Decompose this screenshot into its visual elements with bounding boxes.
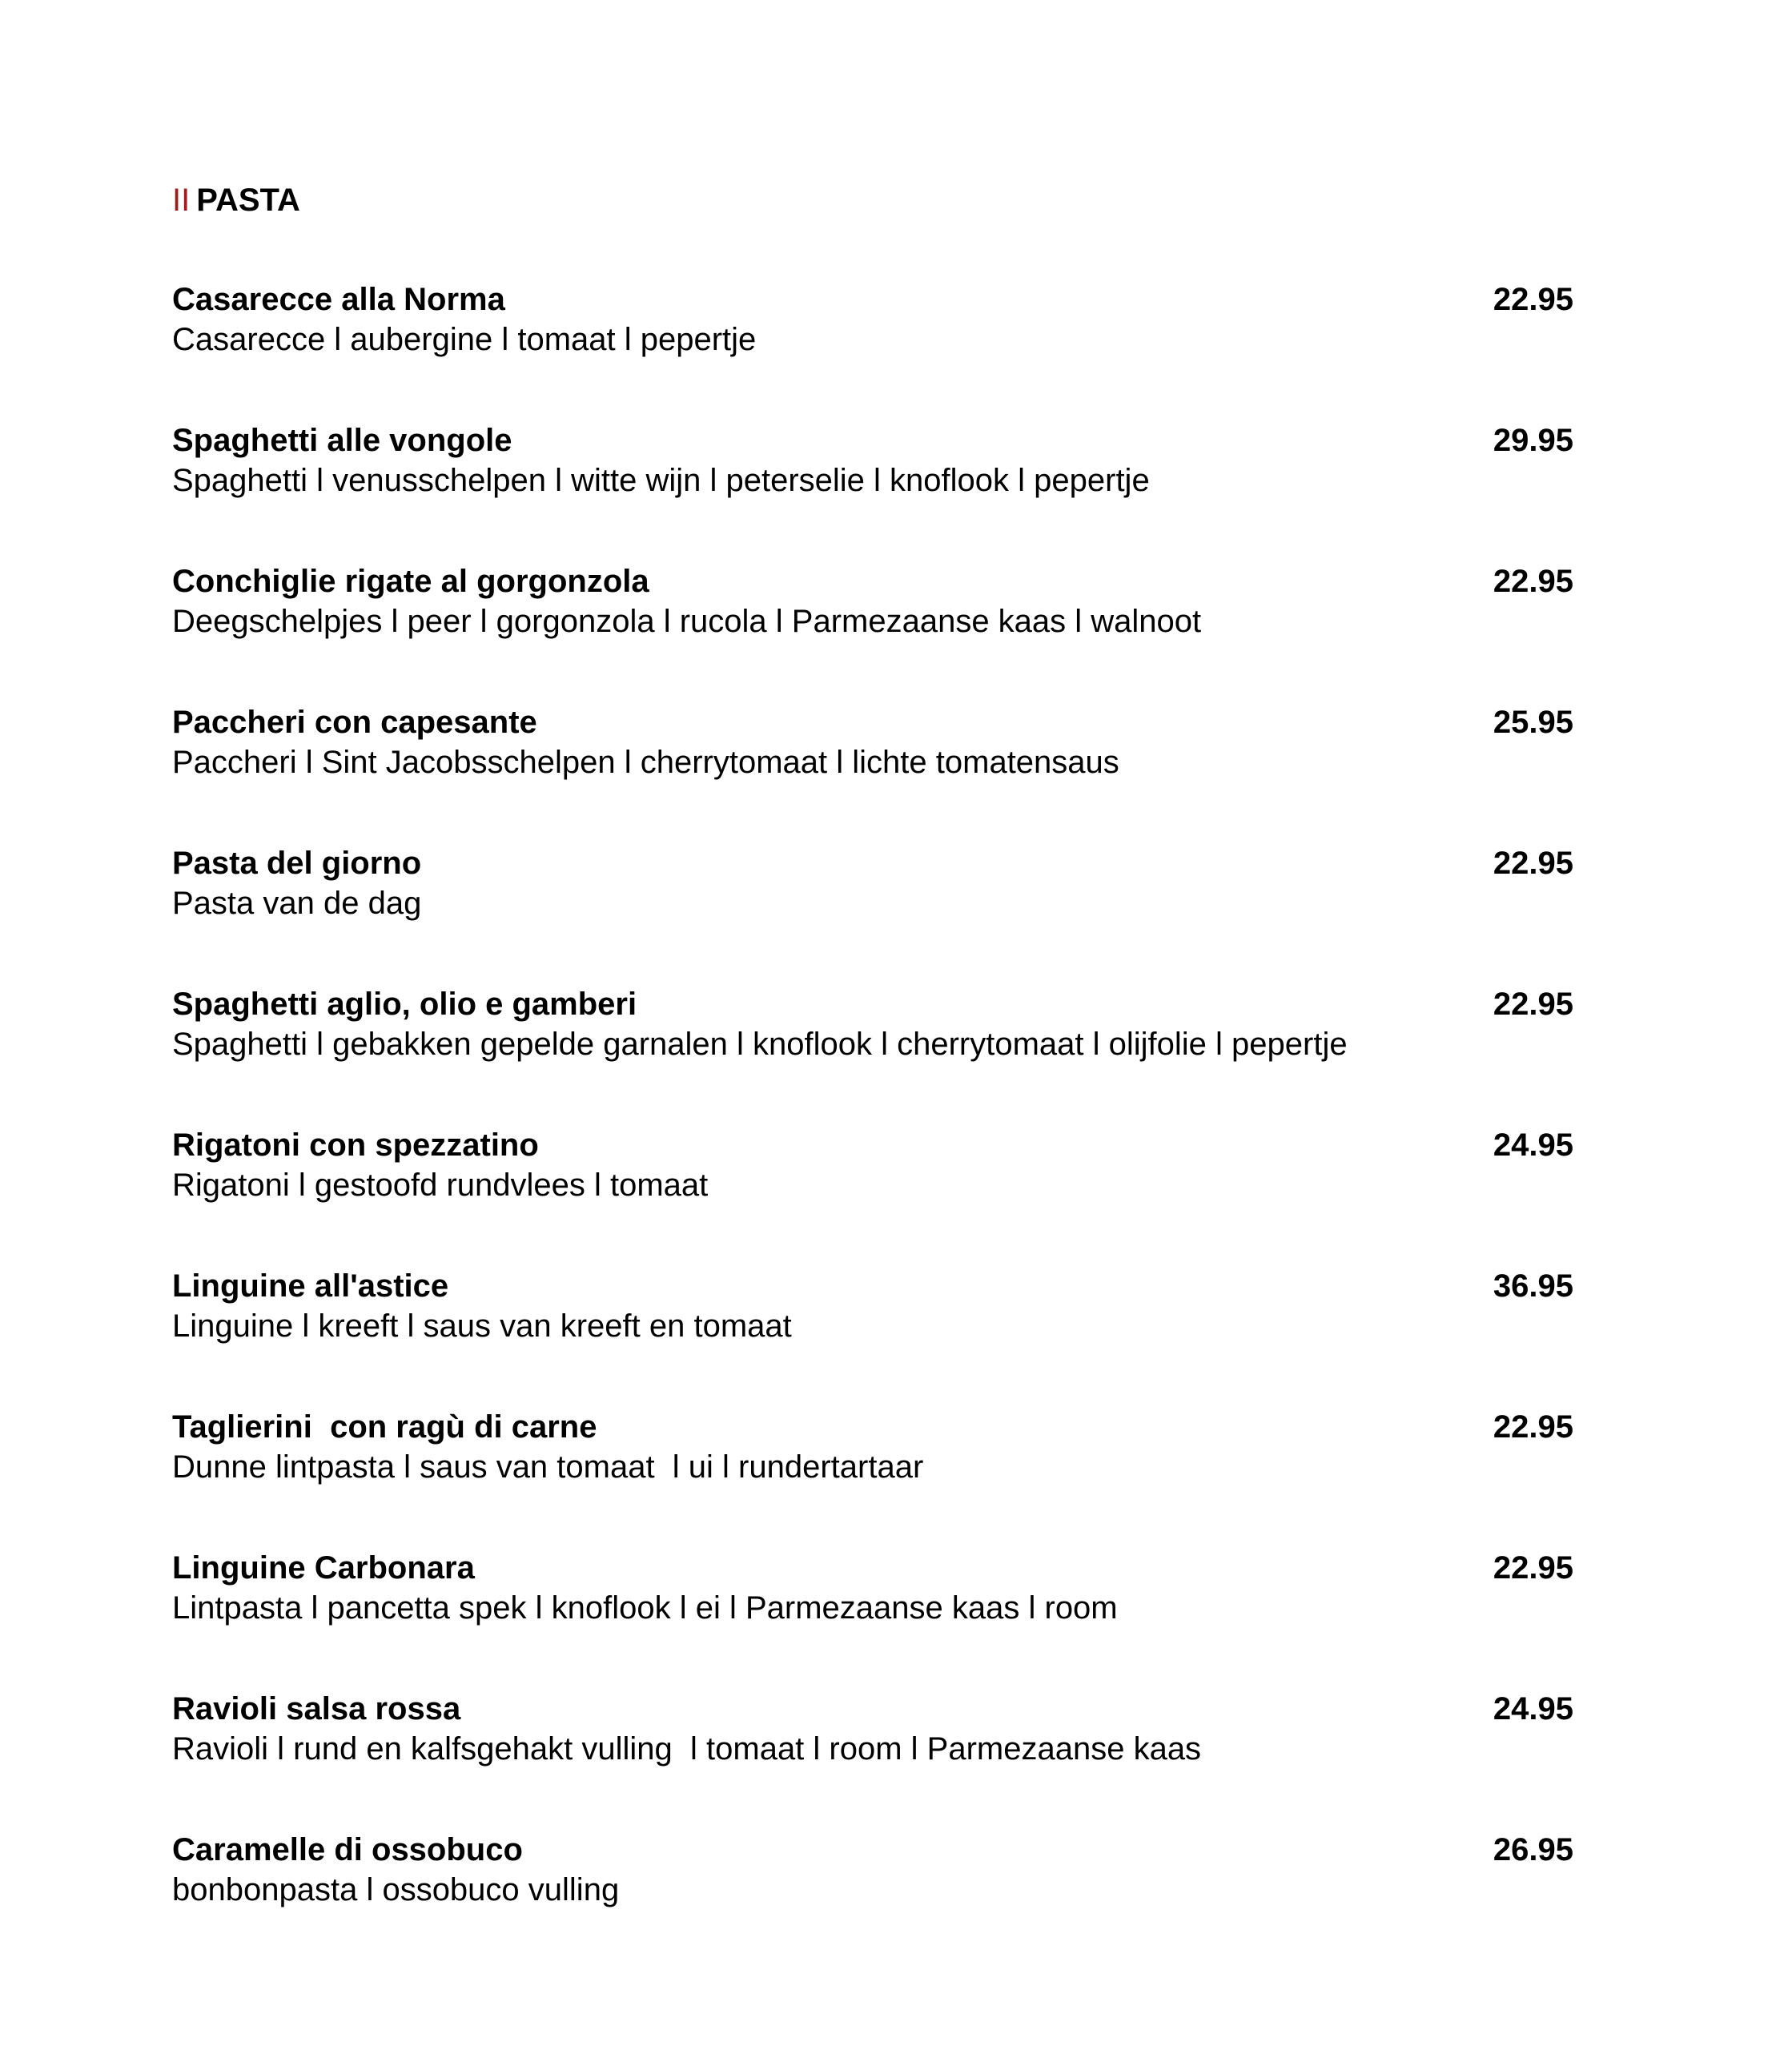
item-name: Paccheri con capesante [172,705,537,740]
item-description: bonbonpasta l ossobuco vulling [172,1872,620,1907]
item-price: 22.95 [1493,1550,1573,1586]
item-name: Ravioli salsa rossa [172,1691,461,1726]
item-price: 22.95 [1493,1409,1573,1445]
item-price: 22.95 [1493,987,1573,1022]
item-description: Spaghetti l venusschelpen l witte wijn l peterselie l knoflook l pepertje [172,463,1150,498]
item-description: Linguine l kreeft l saus van kreeft en tomaat [172,1308,792,1344]
menu-item [172,1406,1573,1547]
item-price: 22.95 [1493,846,1573,881]
item-price: 26.95 [1493,1832,1573,1867]
item-name: Spaghetti alle vongole [172,423,512,458]
item-name: Conchiglie rigate al gorgonzola [172,564,649,599]
item-description: Ravioli l rund en kalfsgehakt vulling l tomaat l room l Parmezaanse kaas [172,1731,1202,1767]
item-name: Pasta del giorno [172,846,422,881]
item-description: Dunne lintpasta l saus van tomaat l ui l rundertartaar [172,1449,924,1485]
menu-item [172,1688,1573,1829]
menu-item [172,561,1573,701]
section-heading [172,178,300,223]
item-description: Deegschelpjes l peer l gorgonzola l rucola l Parmezaanse kaas l walnoot [172,604,1202,639]
item-description: Spaghetti l gebakken gepelde garnalen l knoflook l cherrytomaat l olijfolie l pepertje [172,1027,1348,1062]
item-name: Spaghetti aglio, olio e gamberi [172,987,637,1022]
menu-item [172,420,1573,561]
item-name: Casarecce alla Norma [172,282,505,317]
menu-item [172,701,1573,842]
menu-item [172,1547,1573,1688]
menu-item [172,1829,1573,1970]
item-description: Paccheri l Sint Jacobsschelpen l cherrytomaat l lichte tomatensaus [172,745,1119,780]
menu-item [172,983,1573,1124]
menu-item [172,279,1573,420]
item-price: 22.95 [1493,564,1573,599]
item-name: Caramelle di ossobuco [172,1832,523,1867]
item-price: 24.95 [1493,1691,1573,1726]
menu-item [172,1265,1573,1406]
menu-list [172,279,1573,1970]
item-description: Rigatoni l gestoofd rundvlees l tomaat [172,1168,709,1203]
item-name: Taglierini con ragù di carne [172,1409,597,1445]
item-name: Linguine all'astice [172,1268,449,1304]
item-price: 36.95 [1493,1268,1573,1304]
item-description: Lintpasta l pancetta spek l knoflook l ei l Parmezaanse kaas l room [172,1590,1118,1626]
item-description: Pasta van de dag [172,886,422,921]
item-price: 24.95 [1493,1128,1573,1163]
item-name: Linguine Carbonara [172,1550,475,1586]
menu-item [172,1124,1573,1265]
item-price: 25.95 [1493,705,1573,740]
item-price: 22.95 [1493,282,1573,317]
item-price: 29.95 [1493,423,1573,458]
section-marker: II [172,183,191,218]
section-title: PASTA [196,183,300,218]
item-description: Casarecce l aubergine l tomaat l pepertje [172,322,757,357]
item-name: Rigatoni con spezzatino [172,1128,539,1163]
menu-item [172,842,1573,983]
